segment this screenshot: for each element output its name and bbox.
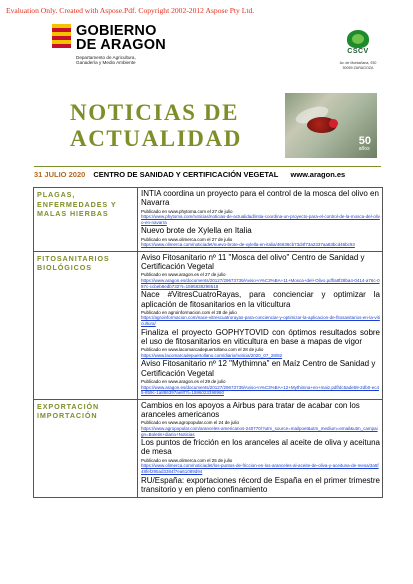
- article-title: Los puntos de fricción en los aranceles al aceite de oliva y aceituna de mesa: [141, 438, 380, 457]
- title-line1: NOTICIAS DE: [70, 100, 240, 125]
- article: [141, 328, 380, 359]
- section-row-plagas: [34, 188, 383, 252]
- gov-name-line2: DE ARAGON: [76, 37, 166, 53]
- anniversary-sub: años: [358, 146, 370, 152]
- category-label: FITOSANITARIOS BIOLÓGICOS: [34, 251, 138, 399]
- gov-dept-line2: Ganadería y Medio Ambiente: [76, 60, 136, 66]
- article-publication: Publicado en www.aragon.es el 29 de julio: [141, 378, 226, 384]
- article-link[interactable]: https://agroinformacion.com/nace-vitrescuatrorayas-para-concienciar-y-optimizar-la-aplicacion-de-fitosanitarios-en-la-viticultura/: [141, 315, 380, 327]
- articles-cell: [138, 188, 383, 252]
- article-title: Nace #VitresCuatroRayas, para concienciar y optimizar la aplicación de fitosanitarios en la viticultura: [141, 290, 380, 309]
- article-publication: Publicado en www.lacomarcadepuertollano.com el 28 de julio: [141, 347, 264, 353]
- article-publication: Publicado en www.agropopular.com el 24 de julio: [141, 420, 240, 426]
- olive-fly-photo: [285, 93, 377, 158]
- article: [141, 226, 380, 247]
- anniversary-number: 50: [358, 135, 371, 147]
- article-publication: Publicado en www.olimerca.com el 25 de julio: [141, 457, 233, 463]
- cscv-logo-text: CSCV: [347, 48, 369, 55]
- category-label: PLAGAS, ENFERMEDADES Y MALAS HIERBAS: [34, 188, 138, 252]
- article-title: RU/España: exportaciones récord de España en el primer trimestre transitorio y en pleno confinamiento: [141, 475, 380, 494]
- issue-date: 31 JULIO 2020: [34, 170, 86, 179]
- aragon-flag-icon: [52, 24, 71, 50]
- article: [141, 253, 380, 289]
- cscv-address-line2: 50059 ZARAGOZA: [342, 65, 374, 70]
- article-link[interactable]: https://www.agropopular.com/aranceles-americanos-240770/?utm_source=mailpoet&utm_medium=email&utm_campaign=Boletin+diario+Noticias: [141, 425, 378, 437]
- article-link[interactable]: https://www.phytoma.com/noticias/noticias-de-actualidad/intia-coordina-un-proyecto-para-el-control-de-la-mosca-del-olivo-en-navarra: [141, 214, 380, 225]
- article-title: Aviso Fitosanitario nº 11 "Mosca del olivo" Centro de Sanidad y Certificación Vegetal: [141, 252, 365, 272]
- gobierno-aragon-logo: [52, 24, 166, 66]
- news-table: [33, 187, 383, 498]
- article-link[interactable]: https://www.lacomarcadepuertollano.com/diario/noticia/2020_07_28/82: [141, 352, 283, 358]
- article-link[interactable]: https://www.olimerca.com/noticiadet/los-puntos-de-friccion-en-los-aranceles-al-aceite-de-oliva-y-aceituna-de-mesa/3a5f48fef295ad3384f7ea61089d94: [141, 463, 379, 474]
- center-name: CENTRO DE SANIDAD Y CERTIFICACIÓN VEGETAL: [93, 170, 279, 179]
- article-publication: Publicado en www.phytoma.com el 27 de julio: [141, 208, 233, 214]
- cscv-logo-icon: [343, 28, 373, 58]
- evaluation-watermark: Evaluation Only. Created with Aspose.Pdf. Copyright 2002-2012 Aspose Pty Ltd.: [6, 6, 255, 15]
- articles-cell: [138, 399, 383, 497]
- cscv-address-line1: Av. de Montañana, 930: [339, 61, 377, 65]
- page-title: [70, 100, 242, 152]
- article-link[interactable]: https://www.aragon.es/documents/20127/29673739/Aviso+n%C3%BA+11+Mosca+del+Olivo.pdf/a8f28ba4-0414-a76c-087c-ccbeb8edb732?t=1595838298518: [141, 278, 380, 289]
- article-publication: Publicado en www.aragon.es el 27 de julio: [141, 272, 226, 278]
- article: [141, 438, 380, 474]
- articles-cell: [138, 251, 383, 399]
- cscv-logo-block: [333, 28, 383, 70]
- article-link[interactable]: https://www.olimerca.com/noticiadet/nuevo-brote-de-xylella-en-italia/46636cb73d4f73a2337aa83bcd46bc93: [141, 242, 355, 248]
- article: [141, 401, 380, 437]
- title-line2: ACTUALIDAD: [70, 126, 242, 151]
- date-line: [34, 166, 381, 179]
- gov-dept-line1: Departamento de Agricultura,: [76, 55, 136, 60]
- article-title: Finaliza el proyecto GOPHYTOVID con óptimos resultados sobre el uso de fitosanitarios en viticultura en base a mapas de vigor: [141, 327, 380, 346]
- article-publication: Publicado en agroinformacion.com el 28 de julio: [141, 309, 237, 315]
- section-row-exportacion: [34, 399, 383, 497]
- gov-name-line1: GOBIERNO: [76, 23, 157, 39]
- article-title: Cambios en los apoyos a Airbus para tratar de acabar con los aranceles americanos: [141, 400, 360, 420]
- article: [141, 290, 380, 326]
- article-title: Aviso Fitosanitario nº 12 "Mythimna" en Maíz Centro de Sanidad y Certificación Vegetal: [141, 359, 376, 378]
- article: [141, 189, 380, 225]
- article-publication: Publicado en www.olimerca.com el 27 de julio: [141, 236, 233, 242]
- article-title: Nuevo brote de Xylella en Italia: [141, 226, 252, 236]
- category-label: EXPORTACIÓN IMPORTACIÓN: [34, 399, 138, 497]
- site-url[interactable]: www.aragon.es: [290, 170, 346, 179]
- section-row-fitosanitarios: [34, 251, 383, 399]
- article-link[interactable]: https://www.aragon.es/documents/20127/29673739/Aviso+n%C3%BA+12+Mythimna+en+maiz.pdf/dc5ade59-2db0-ec45-859c-1a886397ae8f?t=1596023398960: [141, 384, 379, 396]
- anniversary-badge: [359, 135, 371, 152]
- article-title: INTIA coordina un proyecto para el control de la mosca del olivo en Navarra: [141, 189, 379, 208]
- article: [141, 476, 380, 495]
- article: [141, 359, 380, 395]
